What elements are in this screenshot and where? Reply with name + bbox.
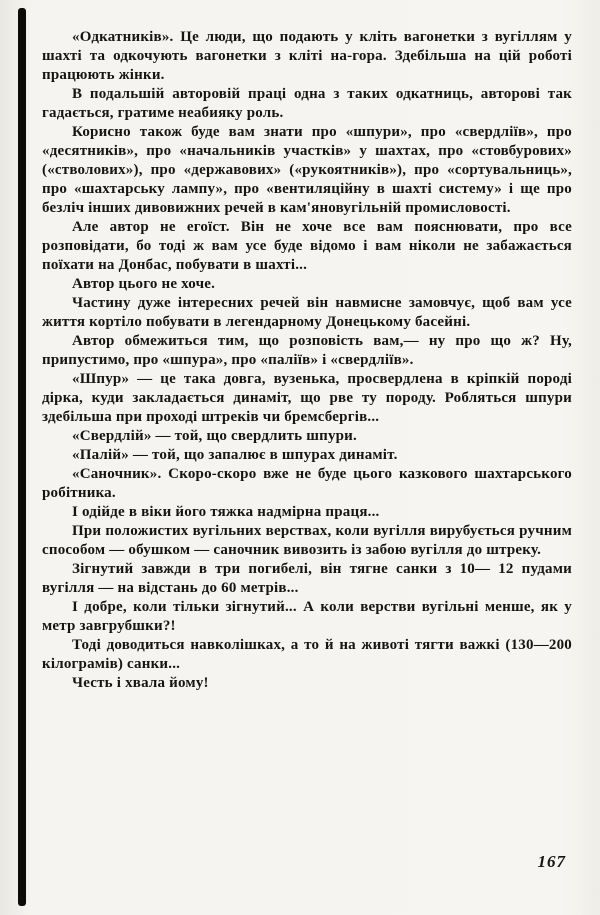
paragraph: «Свердлій» — той, що свердлить шпури. bbox=[72, 428, 357, 444]
paragraph: Але автор не егоїст. Він не хоче все вам пояснювати, про все розповідати, бо тоді ж вам усе буде відомо і вам ніколи не забажається поїхати на Донбас, побувати в шахті... bbox=[42, 219, 572, 273]
paragraph: І добре, коли тільки зігнутий... А коли верстви вугільні менше, як у метр завгрубшки?! bbox=[42, 599, 572, 634]
paragraph: Автор обмежиться тим, що розповість вам,— ну про що ж? Ну, припустимо, про «шпура», про «паліїв» і «свердліїв». bbox=[42, 333, 572, 368]
paragraph: Честь і хвала йому! bbox=[72, 675, 209, 691]
paragraph: При положистих вугільних верствах, коли вугілля вирубується ручним способом — обушком — саночник вивозить із забою вугілля до штреку. bbox=[42, 523, 572, 558]
paragraph: Частину дуже інтересних речей він навмисне замовчує, щоб вам усе життя кортіло побувати в легендарному Донецькому басейні. bbox=[42, 295, 572, 330]
paragraph: «Палій» — той, що запалює в шпурах динаміт. bbox=[72, 447, 398, 463]
paragraph: І одійде в віки його тяжка надмірна праця... bbox=[72, 504, 380, 520]
paragraph: «Шпур» — це така довга, вузенька, просвердлена в кріпкій породі дірка, куди закладається динаміт, що рве ту породу. Робляться шпури здебільша при проході штреків чи бремсбергів... bbox=[42, 371, 572, 425]
paragraph: Тоді доводиться навколішках, а то й на животі тягти важкі (130—200 кілограмів) санки... bbox=[42, 637, 572, 672]
page-number: 167 bbox=[537, 852, 566, 871]
paragraph: «Саночник». Скоро-скоро вже не буде цього казкового шахтарського робітника. bbox=[42, 466, 572, 501]
paragraph: Корисно також буде вам знати про «шпури», про «свердліїв», про «десятників», про «начальників участків» у шахтах, про «стовбурових» («стволових»), про «державових» («рукоятників»), про «сортувальниць», про «шахтарську лампу», про «вентиляційну в шахті систему» і ще про безліч інших дивовижних речей в кам'яновугільній промисловості. bbox=[42, 124, 572, 216]
paragraph: В подальшій авторовій праці одна з таких одкатниць, авторові так гадається, гратиме неабияку роль. bbox=[42, 86, 572, 121]
paragraph: Зігнутий завжди в три погибелі, він тягне санки з 10— 12 пудами вугілля — на відстань до 60 метрів... bbox=[42, 561, 572, 596]
binding-edge bbox=[18, 8, 26, 906]
paragraph: «Одкатників». Це люди, що подають у кліть вагонетки з вугіллям у шахті та одкочують вагонетки з кліті на-гора. Здебільша на цій роботі працюють жінки. bbox=[42, 29, 572, 83]
paragraph: Автор цього не хоче. bbox=[72, 276, 216, 292]
page-text bbox=[42, 28, 572, 693]
